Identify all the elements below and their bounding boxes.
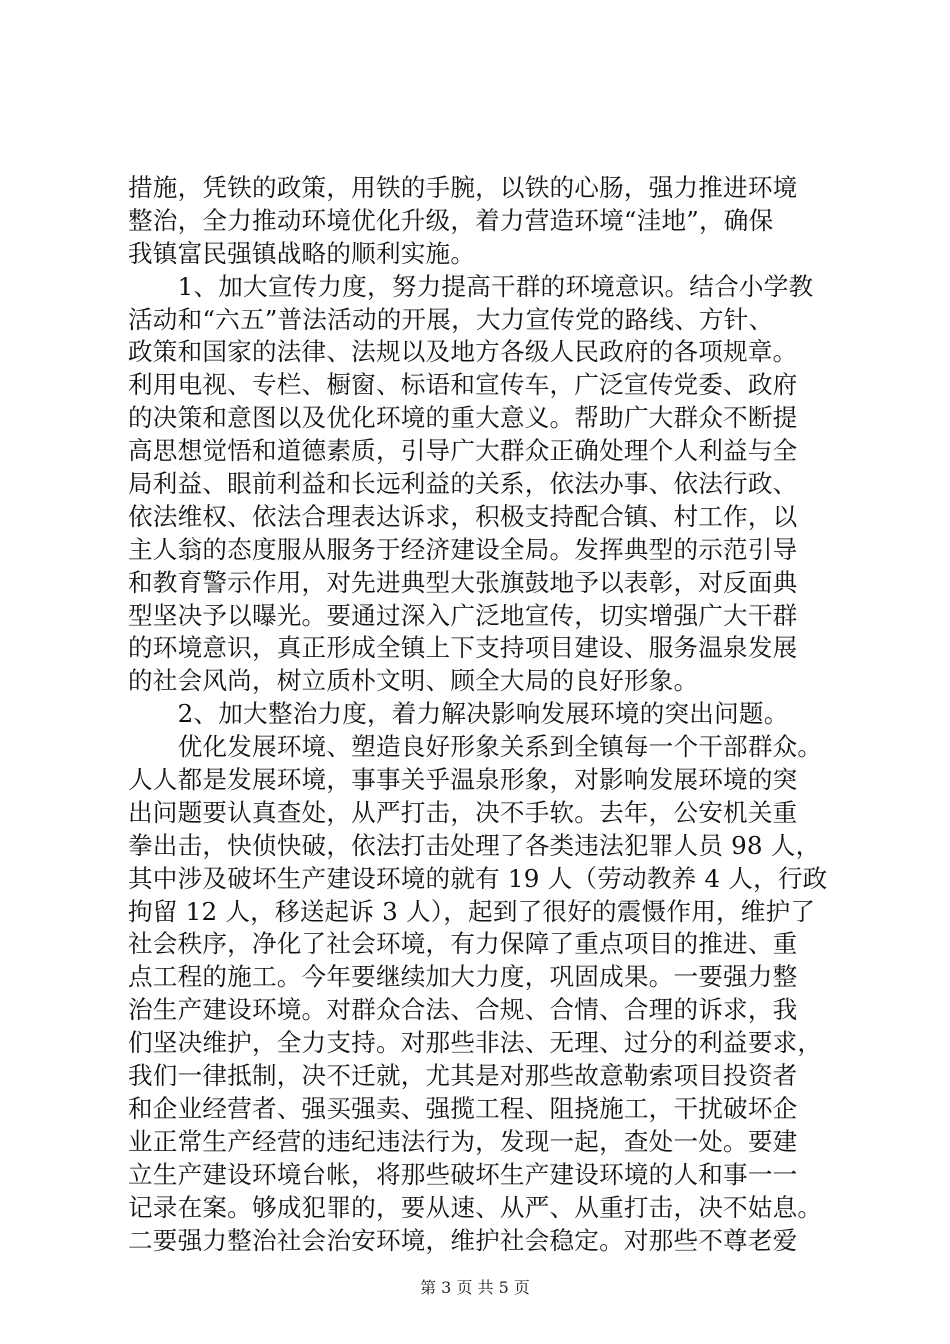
text-line: 高思想觉悟和道德素质，引导广大群众正确处理个人利益与全 bbox=[128, 436, 798, 466]
text-line: 业正常生产经营的违纪违法行为，发现一起，查处一处。要建 bbox=[128, 1126, 798, 1156]
text-line: 利用电视、专栏、橱窗、标语和宣传车，广泛宣传党委、政府 bbox=[128, 370, 798, 400]
text-line: 们坚决维护，全力支持。对那些非法、无理、过分的利益要求， bbox=[128, 1028, 823, 1058]
text-line: 我们一律抵制，决不迁就，尤其是对那些故意勒索项目投资者 bbox=[128, 1061, 798, 1091]
text-line: 其中涉及破坏生产建设环境的就有 19 人（劳动教养 4 人，行政 bbox=[128, 863, 828, 893]
text-line: 和教育警示作用，对先进典型大张旗鼓地予以表彰，对反面典 bbox=[128, 567, 798, 597]
text-line: 治生产建设环境。对群众合法、合规、合情、合理的诉求，我 bbox=[128, 995, 798, 1025]
text-line: 立生产建设环境台帐，将那些破坏生产建设环境的人和事一一 bbox=[128, 1159, 798, 1189]
text-line: 整治，全力推动环境优化升级，着力营造环境“洼地”，确保 bbox=[128, 205, 774, 235]
text-line: 出问题要认真查处，从严打击，决不手软。去年，公安机关重 bbox=[128, 797, 798, 827]
text-line: 2、加大整治力度，着力解决影响发展环境的突出问题。 bbox=[128, 699, 789, 729]
text-line: 措施，凭铁的政策，用铁的手腕，以铁的心肠，强力推进环境 bbox=[128, 173, 798, 202]
text-line: 的决策和意图以及优化环境的重大意义。帮助广大群众不断提 bbox=[128, 403, 798, 433]
body-text bbox=[128, 172, 828, 1257]
text-line: 型坚决予以曝光。要通过深入广泛地宣传，切实增强广大干群 bbox=[128, 600, 798, 630]
text-line: 社会秩序，净化了社会环境，有力保障了重点项目的推进、重 bbox=[128, 929, 798, 959]
text-line: 的社会风尚，树立质朴文明、顾全大局的良好形象。 bbox=[128, 666, 699, 696]
page-footer: 第 3 页 共 5 页 bbox=[420, 1278, 530, 1297]
text-line: 优化发展环境、塑造良好形象关系到全镇每一个干部群众。 bbox=[128, 732, 823, 762]
text-line: 主人翁的态度服从服务于经济建设全局。发挥典型的示范引导 bbox=[128, 534, 798, 564]
text-line: 依法维权、依法合理表达诉求，积极支持配合镇、村工作，以 bbox=[128, 501, 798, 531]
text-line: 二要强力整治社会治安环境，维护社会稳定。对那些不尊老爱 bbox=[128, 1225, 798, 1255]
text-line: 人人都是发展环境，事事关乎温泉形象，对影响发展环境的突 bbox=[128, 765, 798, 795]
text-line: 1、加大宣传力度，努力提高干群的环境意识。结合小学教 bbox=[128, 271, 814, 301]
text-line: 局利益、眼前利益和长远利益的关系，依法办事、依法行政、 bbox=[128, 469, 798, 499]
text-line: 的环境意识，真正形成全镇上下支持项目建设、服务温泉发展 bbox=[128, 633, 798, 663]
text-line: 政策和国家的法律、法规以及地方各级人民政府的各项规章。 bbox=[128, 337, 798, 367]
text-line: 我镇富民强镇战略的顺利实施。 bbox=[128, 238, 476, 268]
text-line: 拘留 12 人，移送起诉 3 人），起到了很好的震慑作用，维护了 bbox=[128, 896, 816, 926]
text-line: 和企业经营者、强买强卖、强揽工程、阻挠施工，干扰破坏企 bbox=[128, 1093, 798, 1123]
text-line: 点工程的施工。今年要继续加大力度，巩固成果。一要强力整 bbox=[128, 962, 798, 992]
text-line: 拳出击，快侦快破，依法打击处理了各类违法犯罪人员 98 人， bbox=[128, 830, 821, 860]
text-line: 记录在案。够成犯罪的，要从速、从严、从重打击，决不姑息。 bbox=[128, 1192, 823, 1222]
text-line: 活动和“六五”普法活动的开展，大力宣传党的路线、方针、 bbox=[128, 304, 774, 334]
